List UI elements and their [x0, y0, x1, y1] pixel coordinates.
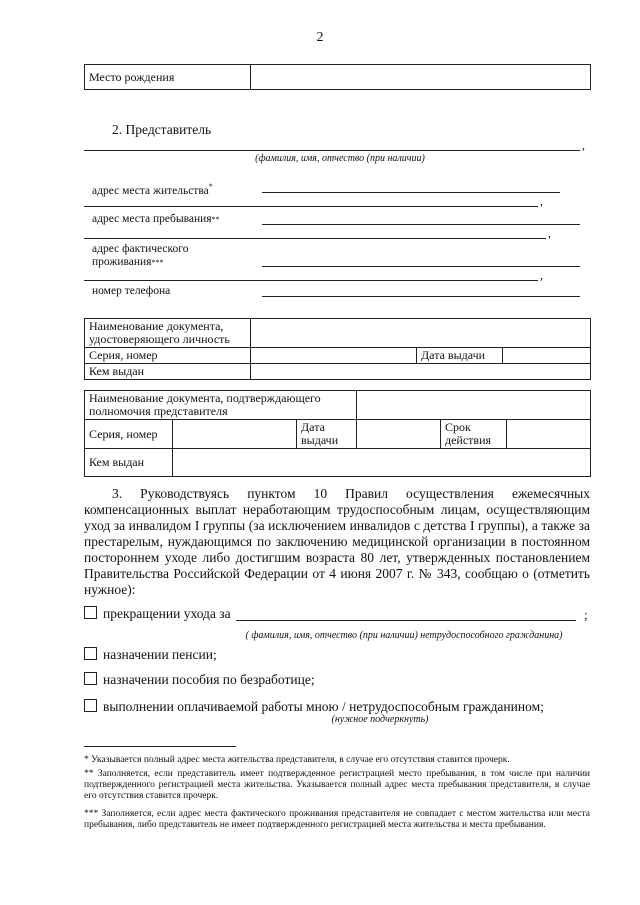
option-unemployment[interactable]: назначении пособия по безработице;: [84, 672, 315, 688]
id-doc-name-label: Наименование документа, удостоверяющего личность: [85, 319, 251, 348]
actual-comma: ,: [540, 268, 543, 282]
stay-line-1: [262, 224, 580, 225]
id-doc-date-value: [503, 348, 591, 364]
authority-issued-label: Кем выдан: [85, 449, 173, 477]
footnote-3: *** Заполняется, если адрес места фактического проживания представителя не совпадает с местом жительства или места пребывания, либо представитель не имеет подтвержденного регистрацией места жительства и места пребывания.: [84, 809, 590, 830]
actual-line-1: [262, 266, 580, 267]
checkbox-icon[interactable]: [84, 672, 97, 685]
phone-label: номер телефона: [92, 285, 171, 297]
birthplace-label: Место рождения: [85, 65, 251, 90]
representative-heading: 2. Представитель: [112, 122, 212, 137]
actual-label-1: адрес фактического: [92, 243, 189, 255]
phone-line: [262, 296, 580, 297]
representative-name-line: [84, 150, 580, 151]
care-name-caption: ( фамилия, имя, отчество (при наличии) нетрудоспособного гражданина): [245, 630, 563, 641]
option-stop-care[interactable]: прекращении ухода за: [84, 606, 231, 622]
authority-term-value: [507, 420, 591, 449]
authority-series-value: [173, 420, 297, 449]
actual-label-2: проживания***: [92, 256, 164, 268]
checkbox-icon[interactable]: [84, 699, 97, 712]
footnote-1: * Указывается полный адрес места жительства представителя, в случае его отсутствия ставится прочерк.: [84, 755, 510, 765]
option-paid-work[interactable]: выполнении оплачиваемой работы мною / нетрудоспособным гражданином;: [84, 699, 544, 715]
checkbox-icon[interactable]: [84, 606, 97, 619]
stay-label: адрес места пребывания**: [92, 213, 220, 225]
id-doc-series-label: Серия, номер: [85, 348, 251, 364]
actual-line-2: [84, 280, 538, 281]
option1-semicolon: ;: [584, 607, 588, 622]
authority-date-label: Дата выдачи: [297, 420, 357, 449]
authority-term-label: Срок действия: [441, 420, 507, 449]
stay-line-2: [84, 238, 546, 239]
underline-caption: (нужное подчеркнуть): [331, 714, 429, 725]
id-document-table: [84, 318, 591, 380]
section-3-text: 3. Руководствуясь пунктом 10 Правил осуществления ежемесячных компенсационных выплат неработающим трудоспособным лицам, осуществляющим уход за инвалидом I группы (за исключением инвалидов с детства I группы), а также за престарелым, нуждающимся по заключению медицинской организации в постоянном постороннем уходе либо достигшим возраста 80 лет, утвержденных постановлением Правительства Российской Федерации от 4 июня 2007 г. № 343, сообщаю о (отметить нужное):: [84, 486, 590, 597]
residence-line-2: [84, 206, 538, 207]
authority-issued-value: [173, 449, 591, 477]
authority-doc-name-value: [357, 391, 591, 420]
name-comma: ,: [582, 138, 585, 152]
id-doc-issued-label: Кем выдан: [85, 364, 251, 380]
footnote-divider: [84, 746, 236, 747]
residence-comma: ,: [540, 194, 543, 208]
name-caption: (фамилия, имя, отчество (при наличии): [255, 153, 425, 164]
authority-series-label: Серия, номер: [85, 420, 173, 449]
authority-doc-name-label: Наименование документа, подтверждающего полномочия представителя: [85, 391, 357, 420]
residence-line-1: [262, 192, 560, 193]
authority-document-table: [84, 390, 591, 477]
id-doc-name-value: [251, 319, 591, 348]
authority-date-value: [357, 420, 441, 449]
stay-comma: ,: [548, 226, 551, 240]
residence-label: адрес места жительства*: [92, 182, 213, 197]
id-doc-issued-value: [251, 364, 591, 380]
page-number: 2: [316, 30, 324, 45]
footnote-2: ** Заполняется, если представитель имеет подтвержденное регистрацией место пребывания, в том числе при наличии подтвержденного регистрацией места жительства. Указывается полный адрес места пребывания представителя, в случае его отсутствия ставится прочерк.: [84, 769, 590, 801]
checkbox-icon[interactable]: [84, 647, 97, 660]
id-doc-date-label: Дата выдачи: [417, 348, 503, 364]
birthplace-table: [84, 64, 591, 90]
birthplace-value: [251, 65, 591, 90]
id-doc-series-value: [251, 348, 417, 364]
care-name-line: [236, 620, 576, 621]
option-pension[interactable]: назначении пенсии;: [84, 647, 217, 663]
